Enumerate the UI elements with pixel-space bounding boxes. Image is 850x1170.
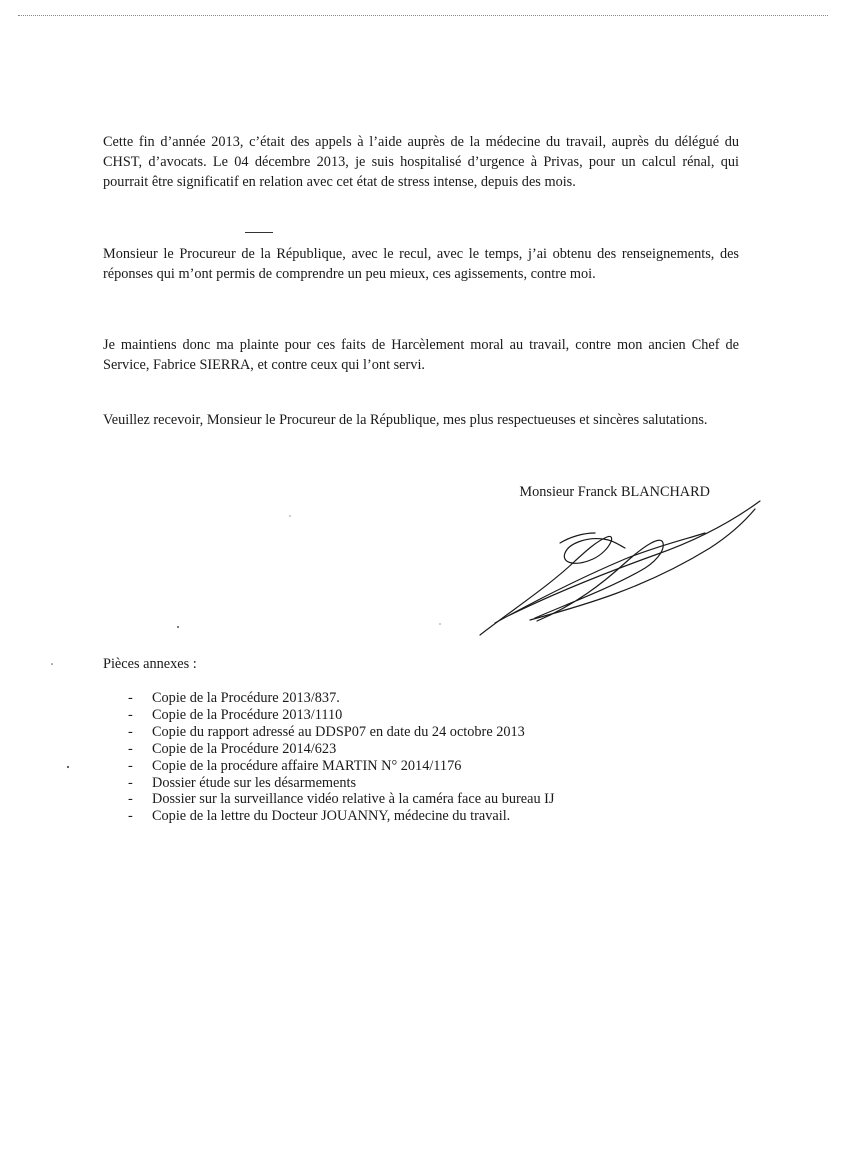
annex-item-label: Copie du rapport adressé au DDSP07 en date du 24 octobre 2013 — [152, 723, 525, 740]
list-bullet: - — [128, 774, 133, 791]
list-item — [122, 808, 555, 825]
annex-item-label: Copie de la Procédure 2013/1110 — [152, 706, 343, 723]
list-item — [122, 775, 555, 792]
annex-item-label: Dossier sur la surveillance vidéo relative à la caméra face au bureau IJ — [152, 791, 555, 808]
annex-item-label: Copie de la lettre du Docteur JOUANNY, médecine du travail. — [152, 808, 511, 825]
list-item — [122, 690, 555, 707]
paragraph-hospitalization: Cette fin d’année 2013, c’était des appels à l’aide auprès de la médecine du travail, auprès du délégué du CHST, d’avocats. Le 04 décembre 2013, je suis hospitalisé d’urgence à Privas, pour un calcul rénal, qui pourrait être significatif en relation avec cet état de stress intense, depuis des mois. — [103, 134, 739, 190]
list-bullet: - — [128, 757, 133, 774]
list-bullet: - — [128, 706, 133, 723]
annex-item-label: Copie de la procédure affaire MARTIN N° 2014/1176 — [152, 757, 462, 774]
list-item — [122, 791, 555, 808]
handwritten-signature — [475, 493, 770, 641]
paragraph-closing-salutation: Veuillez recevoir, Monsieur le Procureur de la République, mes plus respectueuses et sincères salutations. — [103, 412, 708, 428]
annex-item-label: Copie de la Procédure 2013/837. — [152, 690, 340, 706]
list-item — [122, 724, 555, 741]
annex-item-label: Dossier étude sur les désarmements — [152, 774, 357, 791]
annex-item-label: Copie de la Procédure 2014/623 — [152, 740, 337, 757]
paragraph-information-obtained: Monsieur le Procureur de la République, avec le recul, avec le temps, j’ai obtenu des renseignements, des réponses qui m’ont permis de comprendre un peu mieux, ces agissements, contre moi. — [103, 246, 739, 282]
list-item — [122, 758, 555, 775]
list-bullet: - — [128, 791, 133, 808]
stray-pen-mark — [245, 232, 273, 233]
list-item — [122, 707, 555, 724]
list-bullet: - — [128, 740, 133, 757]
annexes-list — [122, 690, 555, 825]
paragraph-complaint-maintained: Je maintiens donc ma plainte pour ces faits de Harcèlement moral au travail, contre mon ancien Chef de Service, Fabrice SIERRA, et contre ceux qui l’ont servi. — [103, 337, 739, 373]
list-bullet: - — [128, 723, 133, 740]
signatory-name: Monsieur Franck BLANCHARD — [519, 484, 710, 500]
annexes-title: Pièces annexes : — [103, 656, 197, 672]
list-bullet: - — [128, 690, 133, 706]
list-item — [122, 741, 555, 758]
list-bullet: - — [128, 808, 133, 825]
scan-top-edge — [18, 15, 828, 16]
